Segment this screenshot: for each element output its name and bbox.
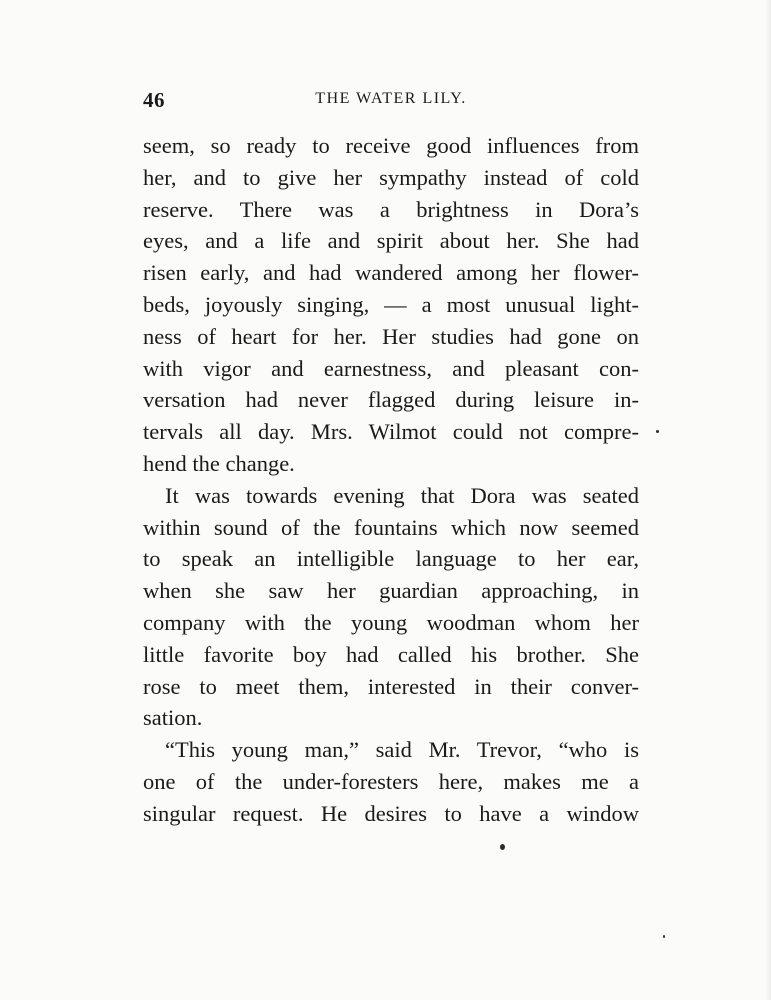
text-line: within sound of the fountains which now seemed	[143, 514, 639, 540]
text-line: when she saw her guardian approaching, in	[143, 578, 639, 604]
running-head	[143, 88, 639, 112]
text-line: rose to meet them, interested in their conver-	[143, 673, 639, 699]
text-line: company with the young woodman whom her	[143, 609, 639, 635]
paragraph-start-line: It was towards evening that Dora was seated	[165, 482, 639, 508]
paragraph-end-line: hend the change.	[143, 450, 295, 476]
text-line: to speak an intelligible language to her ear,	[143, 546, 639, 572]
text-line: little favorite boy had called his brother. She	[143, 641, 639, 667]
text-line: one of the under-foresters here, makes me a	[143, 768, 639, 794]
text-line: her, and to give her sympathy instead of cold	[143, 164, 639, 190]
text-line: risen early, and had wandered among her flower-	[143, 260, 639, 286]
text-line: tervals all day. Mrs. Wilmot could not compre-	[143, 419, 639, 445]
body-text	[143, 130, 639, 830]
text-line: ness of heart for her. Her studies had gone on	[143, 323, 639, 349]
running-title: THE WATER LILY.	[315, 90, 467, 107]
paragraph-start-line: “This young man,” said Mr. Trevor, “who is	[165, 737, 639, 763]
text-line: singular request. He desires to have a window	[143, 800, 639, 826]
text-line: eyes, and a life and spirit about her. She had	[143, 228, 639, 254]
text-line: reserve. There was a brightness in Dora’s	[143, 196, 639, 222]
text-line: with vigor and earnestness, and pleasant con-	[143, 355, 639, 381]
ink-speck	[656, 430, 659, 433]
text-line: seem, so ready to receive good influences from	[143, 133, 639, 158]
page-edge-shadow	[765, 0, 771, 1000]
ink-speck	[663, 935, 665, 938]
paragraph-end-line: sation.	[143, 705, 203, 731]
text-line: versation had never flagged during leisure in-	[143, 387, 639, 413]
ink-speck	[500, 844, 505, 850]
text-line: beds, joyously singing, — a most unusual light-	[143, 291, 639, 317]
page-number: 46	[143, 88, 165, 112]
